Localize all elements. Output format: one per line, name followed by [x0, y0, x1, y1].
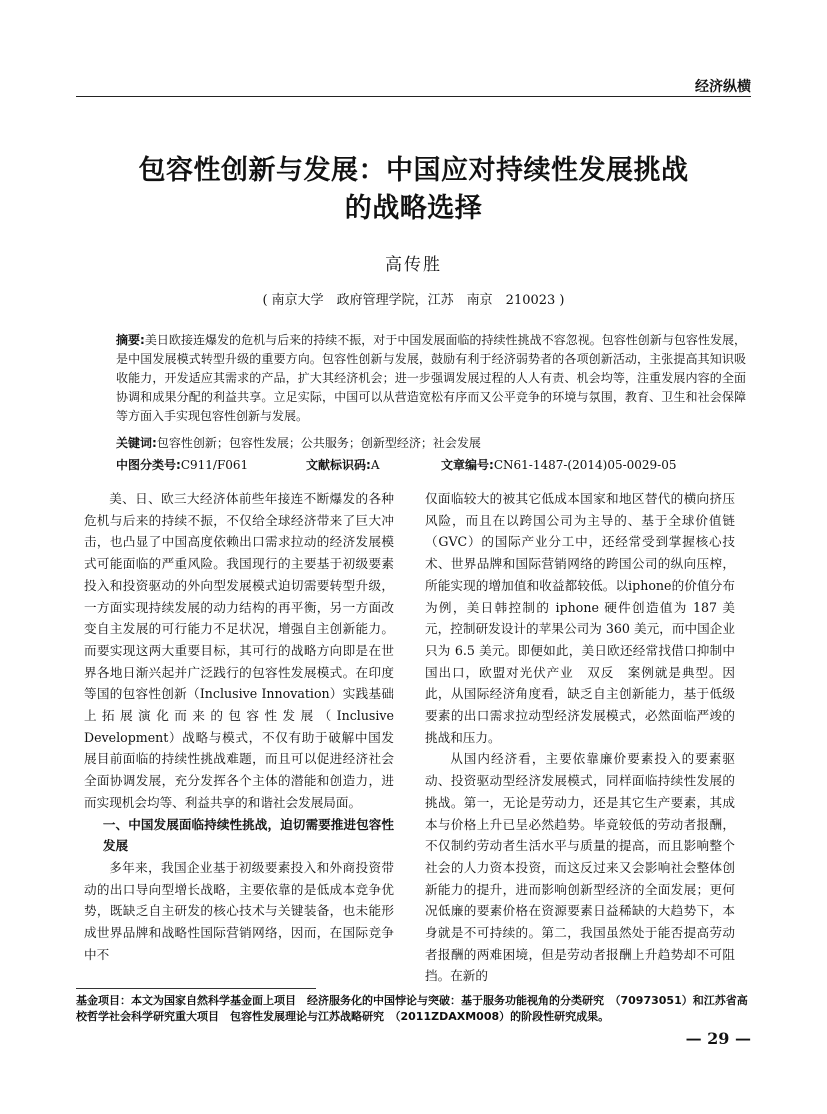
article-id [441, 456, 677, 475]
clc-value: C911/F061 [180, 458, 249, 472]
clc-number [116, 456, 306, 475]
title-line-2: 的战略选择 [344, 193, 483, 224]
doc-code [306, 456, 441, 475]
keywords-label: 关键词: [116, 436, 157, 450]
id-label: 文章编号: [441, 458, 494, 472]
doc-value: A [370, 458, 380, 472]
abstract-text: 美日欧接连爆发的危机与后来的持续不振，对于中国发展面临的持续性挑战不容忽视。包容性创新与包容性发展，是中国发展模式转型升级的重要方向。包容性创新与发展，鼓励有利于经济弱势者的各项创新活动，主张提高其知识吸收能力，开发适应其需求的产品，扩大其经济机会；进一步强调发展过程的人人有责、机会均等，注重发展内容的全面协调和成果分配的利益共享。立足实际，中国可以从营造宽松有序而又公平竞争的环境与氛围，教育、卫生和社会保障等方面入手实现包容性创新与发展。 [116, 333, 746, 423]
body-paragraph: 从国内经济看，主要依靠廉价要素投入的要素驱动、投资驱动型经济发展模式，同样面临持续性发展的挑战。第一，无论是劳动力，还是其它生产要素，其成本与价格上升已呈必然趋势。毕竟较低的劳动者报酬，不仅制约劳动者生活水平与质量的提高，而且影响整个社会的人力资本投资，而这反过来又会影响社会整体创新能力的提升，进而影响创新型经济的全面发展；更何况低廉的要素价格在资源要素日益稀缺的大趋势下，本身就是不可持续的。第二，我国虽然处于能否提高劳动者报酬的两难困境，但是劳动者报酬上升趋势却不可阻挡。在新的 [425, 751, 735, 984]
clc-label: 中图分类号: [116, 458, 181, 472]
article-meta [116, 456, 746, 475]
keywords [116, 434, 746, 453]
body-paragraph: 多年来，我国企业基于初级要素投入和外商投资带动的出口导向型增长战略，主要依靠的是低成本竞争优势，既缺乏自主研发的核心技术与关键装备，也未能形成世界品牌和战略性国际营销网络，因而，在国际竞争中不 [84, 859, 394, 962]
body-column-right [425, 488, 735, 987]
author-name: 高传胜 [385, 255, 442, 275]
header-rule [76, 96, 751, 97]
footnote-rule [76, 988, 316, 989]
title-line-1: 包容性创新与发展：中国应对持续性发展挑战 [138, 155, 689, 186]
page-number: — 29 — [685, 1029, 751, 1048]
id-value: CN61-1487-(2014)05-0029-05 [493, 458, 677, 472]
abstract-label: 摘要: [116, 333, 145, 347]
keywords-text: 包容性创新；包容性发展；公共服务；创新型经济；社会发展 [156, 436, 481, 450]
author-affiliation: ( 南京大学 政府管理学院，江苏 南京 210023 ) [262, 293, 565, 308]
section-heading: 一、中国发展面临持续性挑战，迫切需要推进包容性发展 [102, 816, 394, 854]
body-paragraph: 仅面临较大的被其它低成本国家和地区替代的横向挤压风险，而且在以跨国公司为主导的、基于全球价值链（GVC）的国际产业分工中，还经常受到掌握核心技术、世界品牌和国际营销网络的跨国公司的纵向压榨，所能实现的增加值和收益都较低。以iphone的价值分布为例，美日韩控制的 iphone 硬件创造值为 187 美元，控制研发设计的苹果公司为 360 美元，而中国企业只为 6.5 美元。即便如此，美日欧还经常找借口抑制中国出口，欧盟对光伏产业 双反 案例就是典型。因此，从国际经济角度看，缺乏自主创新能力，基于低级要素的出口需求拉动型经济发展模式，必然面临严竣的挑战和压力。 [425, 491, 735, 745]
abstract [116, 331, 746, 426]
body-paragraph: 美、日、欧三大经济体前些年接连不断爆发的各种危机与后来的持续不振，不仅给全球经济带来了巨大冲击，也凸显了中国高度依赖出口需求拉动的经济发展模式可能面临的严重风险。我国现行的主要基于初级要素投入和投资驱动的外向型发展模式迫切需要转型升级，一方面实现持续发展的动力结构的再平衡，另一方面改变自主发展的可行能力不足状况，增强自主创新能力。而要实现这两大重要目标，其可行的战略方向即是在世界各地日渐兴起并广泛践行的包容性发展模式。在印度等国的包容性创新（Inclusive Innovation）实践基础上拓展演化而来的包容性发展（Inclusive Development）战略与模式，不仅有助于破解中国发展目前面临的持续性挑战难题，而且可以促进经济社会全面协调发展，充分发挥各个主体的潜能和创造力，进而实现机会均等、利益共享的和谐社会发展局面。 [84, 491, 394, 810]
body-column-left [84, 488, 394, 965]
doc-label: 文献标识码: [306, 458, 371, 472]
article-title [76, 152, 751, 228]
funding-footnote: 基金项目：本文为国家自然科学基金面上项目 经济服务化的中国悖论与突破：基于服务功能视角的分类研究 （70973051）和江苏省高校哲学社会科学研究重大项目 包容性发展理论与江苏战略研究 （2011ZDAXM008）的阶段性研究成果。 [76, 994, 748, 1023]
column-label: 经济纵横 [695, 79, 751, 95]
